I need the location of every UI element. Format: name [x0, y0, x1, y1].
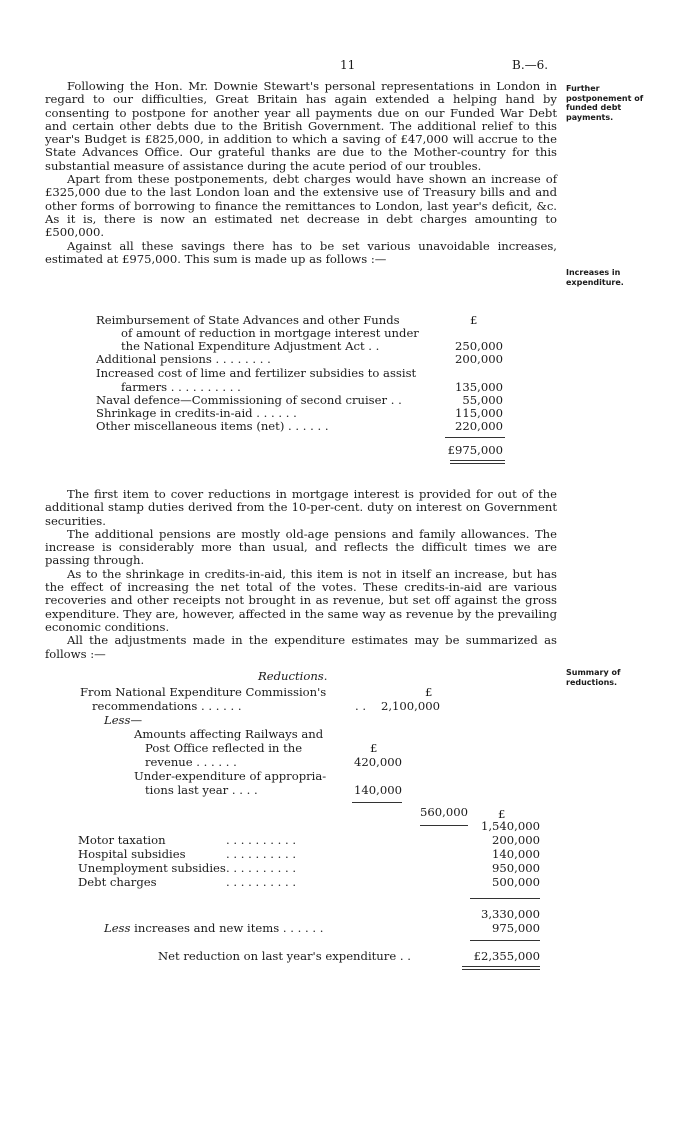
- paragraph: As to the shrinkage in credits-in-aid, this item is not in itself an increase, but has the effect of increasing the net total of the votes. These credits-in-aid are various recoveries and other receipts not brought in as revenue, but set off against the gross expenditure. They are, however, affected in the same way as revenue by the prevailing economic conditions.: [45, 566, 557, 634]
- sum-rule: [420, 825, 468, 826]
- currency-header: £: [470, 313, 478, 327]
- table-row-label: of amount of reduction in mortgage interest under: [121, 326, 419, 340]
- less-increases-label: [104, 922, 323, 935]
- table-row-value: 560,000: [420, 805, 468, 819]
- document-reference: B.—6.: [512, 58, 549, 72]
- table-row-value: 115,000: [455, 406, 503, 420]
- table-total: £975,000: [447, 443, 503, 457]
- margin-note-further-postponement: Further postponement of funded debt payments.: [566, 84, 644, 122]
- table-row-label: Amounts affecting Railways and: [134, 727, 324, 741]
- table-row-label: Post Office reflected in the: [145, 741, 303, 755]
- margin-note-increases: Increases in expenditure.: [566, 268, 624, 287]
- table-subtotal: 3,330,000: [480, 907, 540, 921]
- paragraph: Apart from these postponements, debt charges would have shown an increase of £325,000 due to the last London loan and the extensive use of Treasury bills and and other forms of borrowing to finance the remittances to London, last year's deficit, &c. As it is, there is now an estimated net decrease in debt charges amounting to £500,000.: [45, 172, 557, 240]
- table-row-value: 140,000: [354, 783, 402, 797]
- paragraph: The additional pensions are mostly old-age pensions and family allowances. The increase is considerably more than usual, and reflects the difficult times we are passing through.: [45, 526, 557, 568]
- table-row-label: tions last year . . . .: [145, 783, 258, 797]
- sum-rule: [470, 940, 540, 941]
- table-row-label: Reimbursement of State Advances and other Funds: [96, 313, 400, 327]
- currency-header: £: [498, 807, 506, 821]
- leader-dots: . . . . . . . . . .: [226, 847, 297, 861]
- table-row-value: 200,000: [492, 833, 540, 847]
- table-row-value: 250,000: [455, 339, 503, 353]
- table-row-value: 220,000: [455, 419, 503, 433]
- table-row-value: 55,000: [462, 393, 503, 407]
- table-row-value: 950,000: [492, 861, 540, 875]
- table-row-value: 975,000: [492, 921, 540, 935]
- subtotal-rule: [445, 437, 505, 438]
- table-row-label: Hospital subsidies: [78, 847, 186, 861]
- net-reduction-label: Net reduction on last year's expenditure . .: [158, 949, 411, 963]
- explanation-paragraphs: [45, 488, 557, 661]
- table-row-label: Naval defence—Commissioning of second cruiser . .: [96, 393, 402, 407]
- currency-header: £: [370, 741, 378, 755]
- sum-rule: [470, 898, 540, 899]
- net-reduction-value: £2,355,000: [473, 949, 540, 963]
- table-row-value: 500,000: [492, 875, 540, 889]
- table-row-value: 200,000: [455, 352, 503, 366]
- total-rule: [462, 969, 540, 970]
- intro-paragraphs: [45, 80, 557, 266]
- table-row-label: Debt charges: [78, 875, 157, 889]
- less-increases-text: increases and new items . . . . . .: [130, 921, 324, 935]
- table-row-label: Additional pensions . . . . . . . .: [96, 352, 271, 366]
- margin-note-summary: Summary of reductions.: [566, 668, 621, 687]
- currency-header: £: [425, 685, 433, 699]
- table-row-value: 140,000: [492, 847, 540, 861]
- less-word: Less: [104, 921, 131, 935]
- table-row-label: Shrinkage in credits-in-aid . . . . . .: [96, 406, 297, 420]
- paragraph: Following the Hon. Mr. Downie Stewart's personal representations in London in regard to our difficulties, Great Britain has again extended a helping hand by consenting to postpone for another year all payments due on our Funded War Debt and certain other debts due to the British Government. The additional relief to this year's Budget is £825,000, in addition to which a saving of £47,000 will accrue to the State Advances Office. Our grateful thanks are due to the Mother-country for this substantial measure of assistance during the acute period of our troubles.: [45, 79, 557, 173]
- table-row-value: 2,100,000: [380, 699, 440, 713]
- table-row-label: Under-expenditure of appropria-: [134, 769, 327, 783]
- table-row-label: Unemployment subsidies: [78, 861, 226, 875]
- paragraph: All the adjustments made in the expenditure estimates may be summarized as follows :—: [45, 633, 557, 661]
- less-label: Less—: [104, 713, 143, 727]
- leader-dots: . . . . . . . . . .: [226, 833, 297, 847]
- table-row-label: From National Expenditure Commission's: [80, 685, 327, 699]
- leader-dots: . .: [355, 699, 367, 713]
- leader-dots: . . . . . . . . . .: [226, 861, 297, 875]
- table-row-label: revenue . . . . . .: [145, 755, 237, 769]
- total-rule: [450, 460, 505, 461]
- table-row-value: 135,000: [455, 380, 503, 394]
- leader-dots: . . . . . . . . . .: [226, 875, 297, 889]
- paragraph: Against all these savings there has to be set various unavoidable increases, estimated at £975,000. This sum is made up as follows :—: [45, 238, 557, 266]
- table-row-label: Motor taxation: [78, 833, 166, 847]
- table-row-label: the National Expenditure Adjustment Act . .: [121, 339, 380, 353]
- table-row-label: recommendations . . . . . .: [92, 699, 242, 713]
- table-heading: Reductions.: [258, 669, 328, 683]
- paragraph: The first item to cover reductions in mortgage interest is provided for out of the additional stamp duties derived from the 10-per-cent. duty on interest on Government securities.: [45, 487, 557, 528]
- sum-rule: [352, 802, 402, 803]
- total-rule: [450, 463, 505, 464]
- table-row-label: farmers . . . . . . . . . .: [121, 380, 241, 394]
- table-row-label: Increased cost of lime and fertilizer subsidies to assist: [96, 366, 417, 380]
- total-rule: [462, 966, 540, 967]
- table-row-label: Other miscellaneous items (net) . . . . . .: [96, 419, 329, 433]
- page-number: 11: [340, 58, 356, 72]
- table-row-value: 420,000: [354, 755, 402, 769]
- table-row-value: 1,540,000: [480, 819, 540, 833]
